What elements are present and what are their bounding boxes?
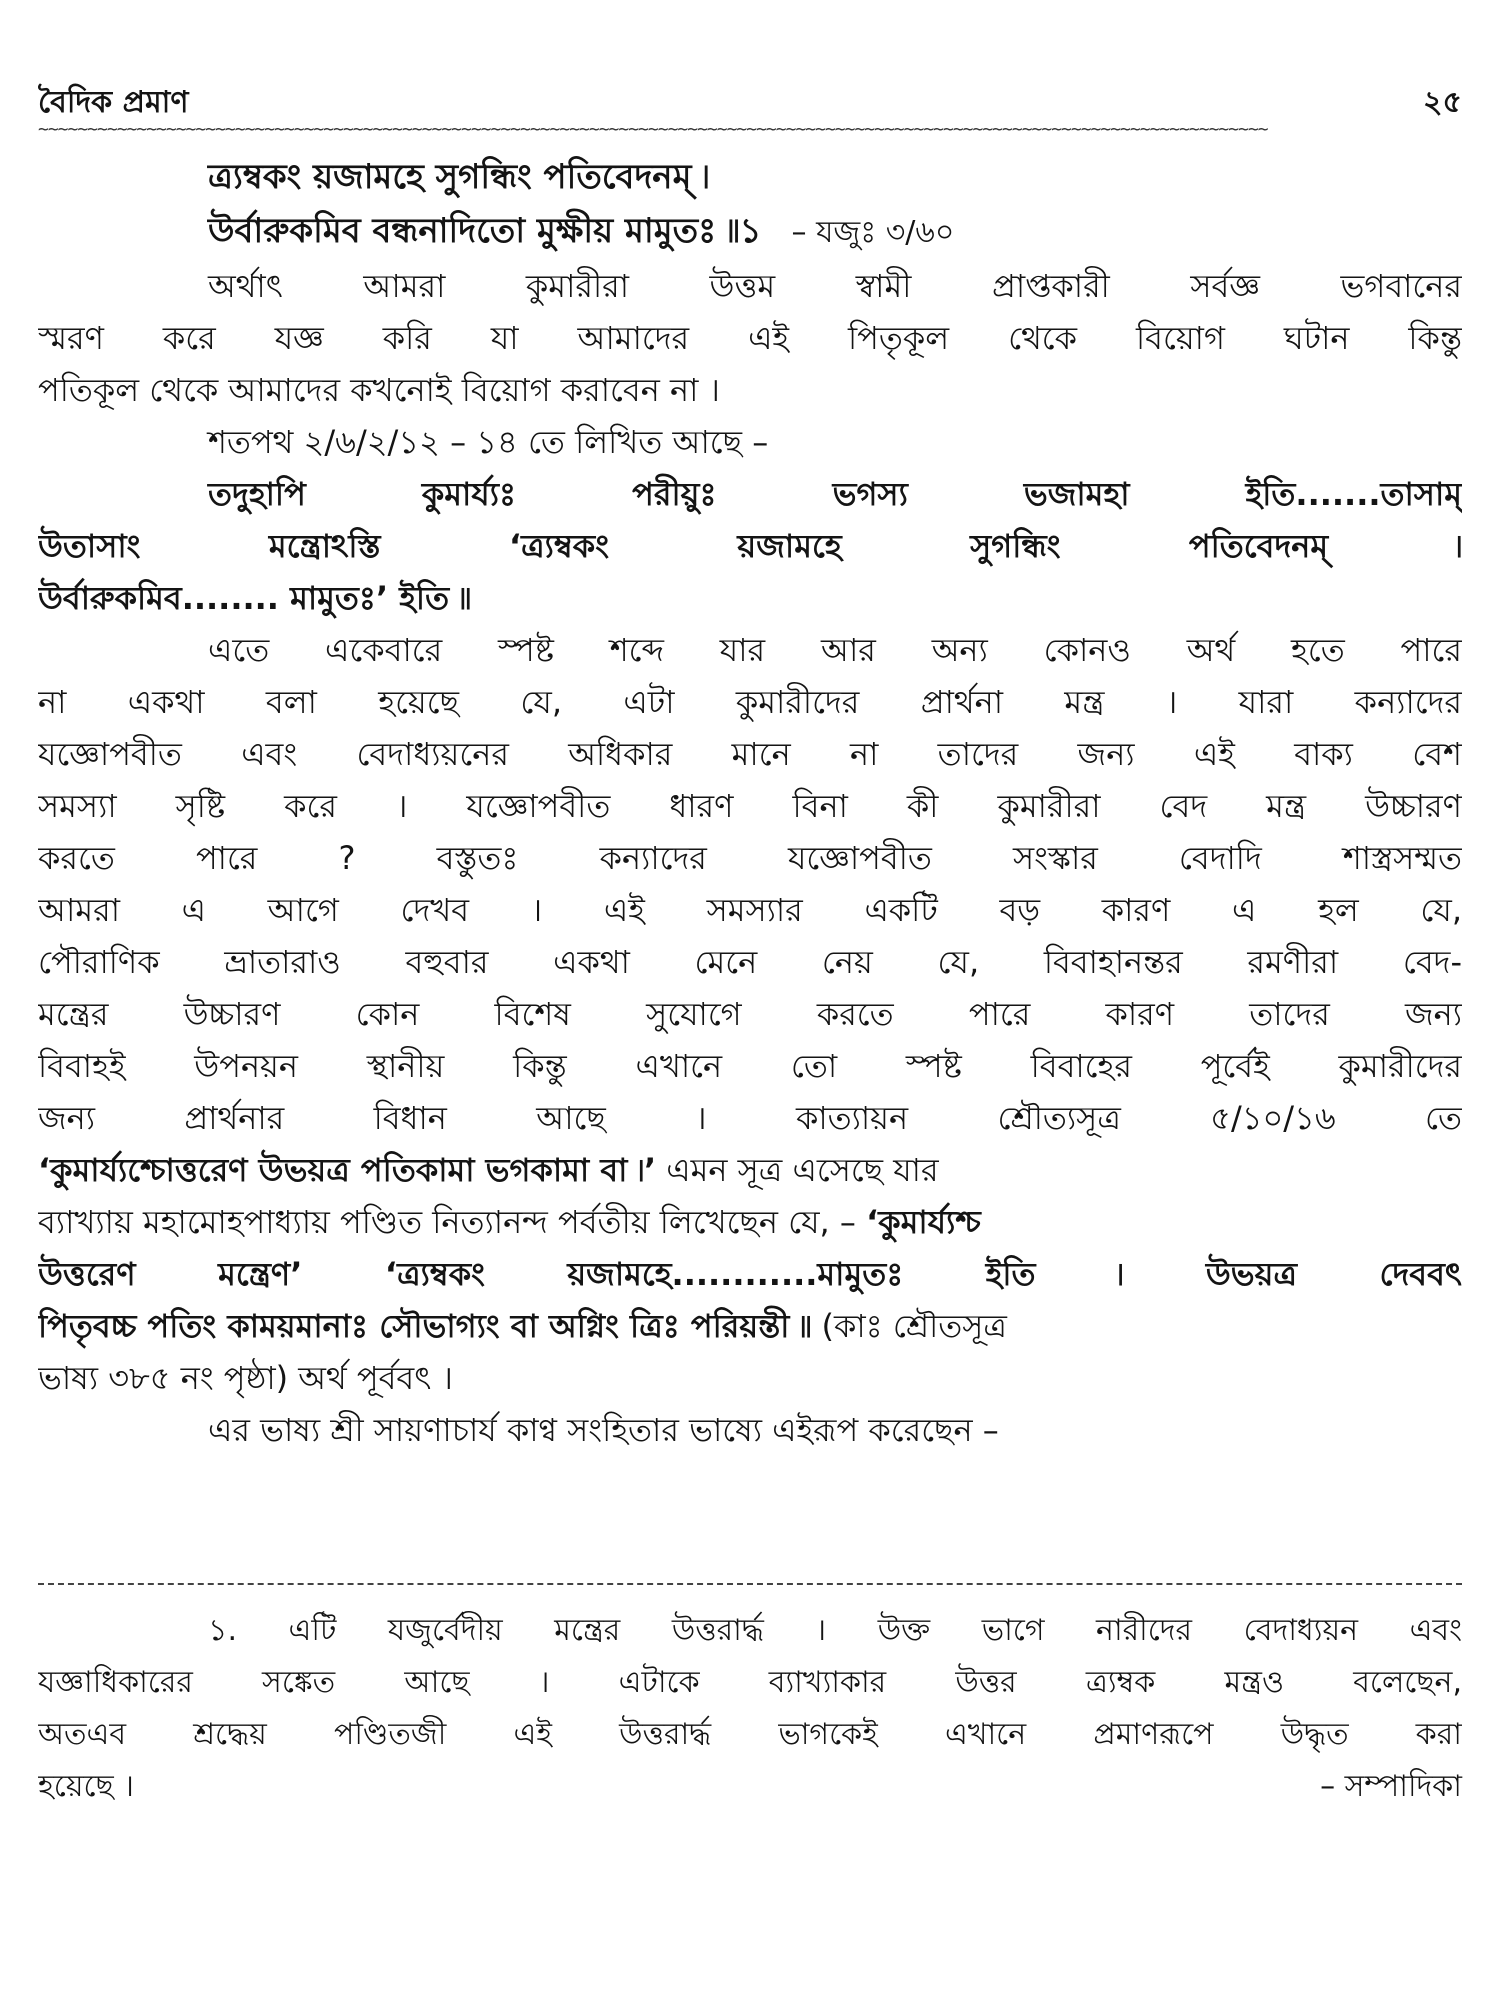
footnote-divider [38,1583,1462,1585]
meaning-line: অর্থাৎ আমরা কুমারীরা উত্তম স্বামী প্রাপ্তকারী সর্বজ্ঞ ভগবানের [208,267,1462,305]
commentary-quote-line: উত্তরেণ মন্ত্রেণ’ ‘ত্র্যম্বকং য়জামহে............মামুতঃ ইতি ৷ উভয়ত্র দেববৎ [38,1255,1462,1293]
tilde-divider: ~~~~~~~~~~~~~~~~~~~~~~~~~~~~~~~~~~~~~~~~~~~~~~~~~~~~~~~~~~~~~~~~~~~~~~~~~~~~~~~~~~~~~~~~~~~~~~~~~~~~~~~~~~~~~~~~~~~~~~~~~~~~~ [38,124,1268,136]
meaning-line: স্মরণ করে যজ্ঞ করি যা আমাদের এই পিতৃকূল থেকে বিয়োগ ঘটান কিন্তু [38,319,1462,357]
footnote [38,1605,1462,1935]
para-line: জন্য প্রার্থনার বিধান আছে । কাত্যায়ন শ্রৌত্যসূত্র ৫/১০/১৬ তে [38,1099,1462,1137]
commentary-text: ব্যাখ্যায় মহামোহপাধ্যায় পণ্ডিত নিত্যানন্দ পর্বতীয় লিখেছেন যে, – [38,1203,867,1241]
sutra-quote: ‘কুমার্য্যশ্চোত্তরেণ উভয়ত্র পতিকামা ভগকামা বা ৷’ [38,1151,657,1189]
quote-line: উতাসাং মন্ত্রোঽস্তি ‘ত্র্যম্বকং য়জামহে সুগন্ধিং পতিবেদনম্ ৷ [38,527,1462,565]
footnote-line: অতএব শ্রদ্ধেয় পণ্ডিতজী এই উত্তরার্দ্ধ ভাগকেই এখানে প্রমাণরূপে উদ্ধৃত করা [38,1717,1462,1752]
quote-line: তদুহাপি কুমার্য্যঃ পরীয়ুঃ ভগস্য ভজামহা ইতি.......তাসাম্ [208,475,1462,513]
sutra-rest: এমন সূত্র এসেছে যার [656,1151,939,1189]
commentary-quote-text: পিতৃবচ্চ পতিং কাময়মানাঃ সৌভাগ্যং বা অগ্নিং ত্রিঃ পরিয়ন্তী ৷৷ [38,1307,812,1345]
para-line: যজ্ঞোপবীত এবং বেদাধ্যয়নের অধিকার মানে না তাদের জন্য এই বাক্য বেশ [38,735,1462,773]
verse-citation: – যজুঃ ৩/৬০ [791,215,955,250]
commentary-quote-line-2 [38,1300,1462,1352]
commentary-end: ভাষ্য ৩৮৫ নং পৃষ্ঠা) অর্থ পূর্ববৎ । [38,1359,453,1397]
quote-line: উর্বারুকমিব........ মামুতঃ’ ইতি ৷৷ [38,579,471,617]
page-number: ২৫ [1423,85,1462,120]
closing-line: এর ভাষ্য শ্রী সায়ণাচার্য কাণ্ব সংহিতার ভাষ্যে এইরূপ করেছেন – [208,1411,999,1449]
para-line: আমরা এ আগে দেখব । এই সমস্যার একটি বড় কারণ এ হল যে, [38,891,1462,929]
footnote-line: হয়েছে । [38,1769,134,1804]
para-line: মন্ত্রের উচ্চারণ কোন বিশেষ সুযোগে করতে পারে কারণ তাদের জন্য [38,995,1462,1033]
para-line: না একথা বলা হয়েছে যে, এটা কুমারীদের প্রার্থনা মন্ত্র । যারা কন্যাদের [38,683,1462,721]
footnote-line: যজ্ঞাধিকারের সঙ্কেত আছে । এটাকে ব্যাখ্যাকার উত্তর ত্র্যম্বক মন্ত্রও বলেছেন, [38,1665,1462,1700]
footnote-signature: – সম্পাদিকা [1320,1769,1462,1804]
para-line: এতে একেবারে স্পষ্ট শব্দে যার আর অন্য কোনও অর্থ হতে পারে [208,631,1462,669]
footnote-line: ১. এটি যজুর্বেদীয় মন্ত্রের উত্তরার্দ্ধ । উক্ত ভাগে নারীদের বেদাধ্যয়ন এবং [208,1613,1462,1648]
meaning-line: পতিকূল থেকে আমাদের কখনোই বিয়োগ করাবেন না । [38,371,720,409]
footnote-last-line [38,1761,1462,1813]
shatapatha-intro: শতপথ ২/৬/২/১২ – ১৪ তে লিখিত আছে – [208,423,769,461]
para-line: পৌরাণিক ভ্রাতারাও বহুবার একথা মেনে নেয় যে, বিবাহানন্তর রমণীরা বেদ- [38,943,1462,981]
commentary-quote-start: ‘কুমার্য্যশ্চ [866,1203,981,1241]
para-line: করতে পারে ? বস্তুতঃ কন্যাদের যজ্ঞোপবীত সংস্কার বেদাদি শাস্ত্রসম্মত [38,839,1462,877]
page-header [38,78,1462,118]
sutra-line [38,1144,1462,1196]
verse-line-1: ত্র্যম্বকং য়জামহে সুগন্ধিং পতিবেদনম্ ৷ [208,157,710,197]
para-line: সমস্যা সৃষ্টি করে । যজ্ঞোপবীত ধারণ বিনা কী কুমারীরা বেদ মন্ত্র উচ্চারণ [38,787,1462,825]
commentary-line [38,1196,1462,1248]
verse-line-2-text: উর্বারুকমিব বন্ধনাদিতো মুক্ষীয় মামুতঃ ৷৷১ [208,211,762,251]
commentary-reference: (কাঃ শ্রৌতসূত্র [811,1307,1007,1345]
running-head: বৈদিক প্রমাণ [38,85,189,120]
main-text [38,150,1462,1570]
para-line: বিবাহই উপনয়ন স্থানীয় কিন্তু এখানে তো স্পষ্ট বিবাহের পূর্বেই কুমারীদের [38,1047,1462,1085]
verse-line-2 [38,204,1462,260]
